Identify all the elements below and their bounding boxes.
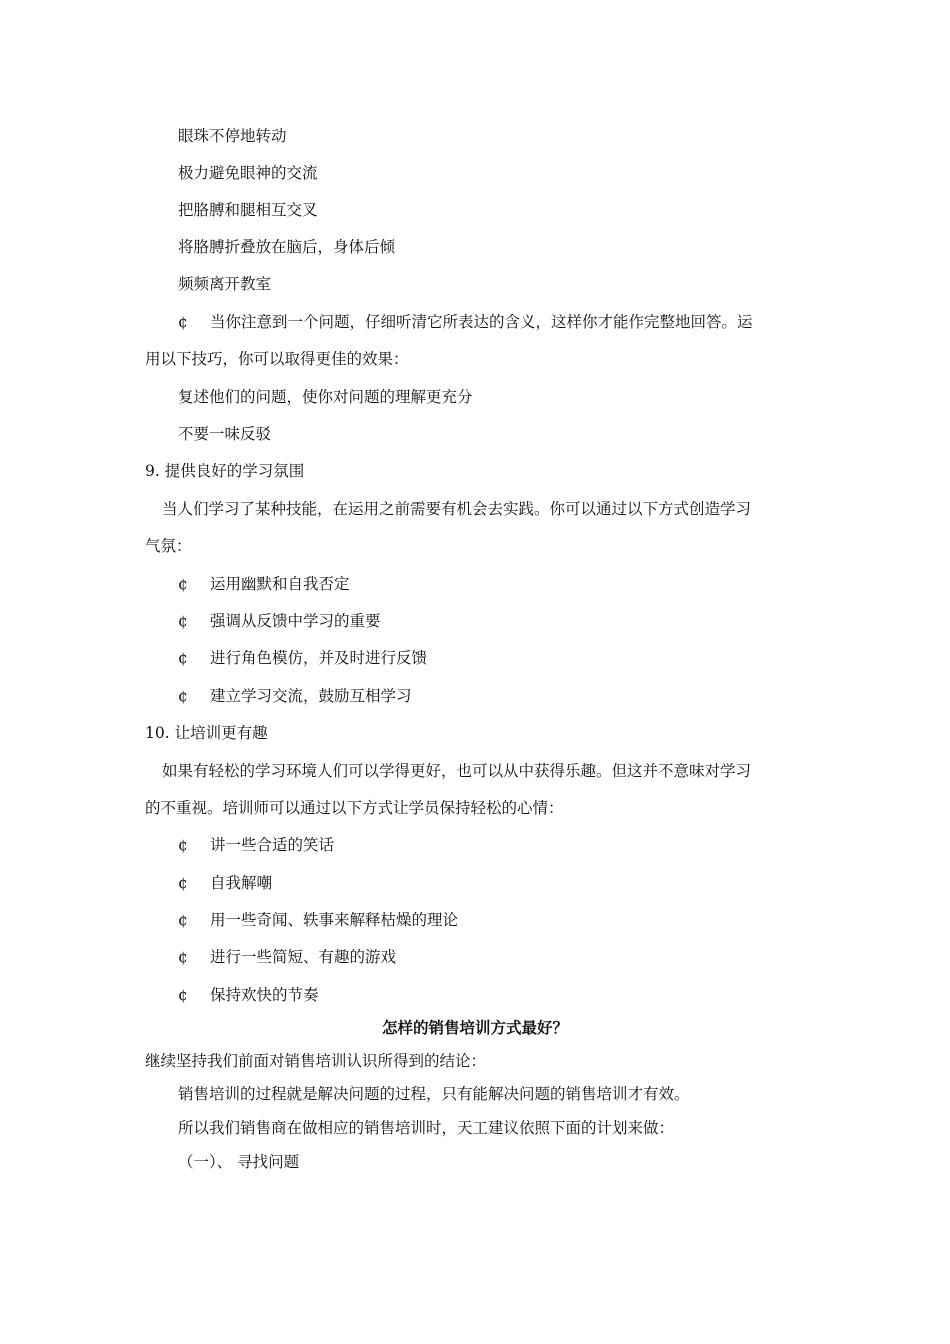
paragraph-line: 气氛： bbox=[145, 537, 192, 555]
bullet-icon: ¢ bbox=[178, 948, 188, 966]
bullet-icon: ¢ bbox=[178, 911, 188, 929]
bullet-text: 强调从反馈中学习的重要 bbox=[210, 612, 381, 630]
text-line: 频频离开教室 bbox=[178, 275, 272, 293]
paragraph-line: 的不重视。培训师可以通过以下方式让学员保持轻松的心情： bbox=[145, 799, 564, 817]
section-title: 10. 让培训更有趣 bbox=[145, 724, 268, 742]
bullet-icon: ¢ bbox=[178, 313, 188, 331]
text-line: 眼珠不停地转动 bbox=[178, 127, 287, 145]
bullet-text: 进行角色模仿，并及时进行反馈 bbox=[210, 649, 428, 667]
subsection-title: （一）、 寻找问题 bbox=[178, 1153, 300, 1171]
paragraph-line: 如果有轻松的学习环境人们可以学得更好，也可以从中获得乐趣。但这并不意味对学习 bbox=[162, 762, 752, 780]
bullet-item bbox=[178, 311, 753, 333]
bullet-icon: ¢ bbox=[178, 687, 188, 705]
bullet-icon: ¢ bbox=[178, 986, 188, 1004]
bullet-icon: ¢ bbox=[178, 649, 188, 667]
paragraph-line: 继续坚持我们前面对销售培训认识所得到的结论： bbox=[145, 1052, 487, 1070]
bullet-text: 进行一些简短、有趣的游戏 bbox=[210, 948, 397, 966]
bullet-text: 用一些奇闻、轶事来解释枯燥的理论 bbox=[210, 911, 459, 929]
bullet-item bbox=[178, 834, 334, 856]
text-line: 复述他们的问题，使你对问题的理解更充分 bbox=[178, 388, 473, 406]
bullet-text: 自我解嘲 bbox=[210, 874, 273, 892]
paragraph-line: 所以我们销售商在做相应的销售培训时，天工建议依照下面的计划来做： bbox=[178, 1119, 675, 1137]
bullet-icon: ¢ bbox=[178, 874, 188, 892]
bullet-icon: ¢ bbox=[178, 836, 188, 854]
bullet-item bbox=[178, 909, 458, 931]
text-line: 把胳膊和腿相互交叉 bbox=[178, 201, 318, 219]
text-line: 用以下技巧，你可以取得更佳的效果： bbox=[145, 350, 409, 368]
bullet-icon: ¢ bbox=[178, 612, 188, 630]
bullet-text: 当你注意到一个问题，仔细听清它所表达的含义，这样你才能作完整地回答。运 bbox=[210, 313, 753, 331]
bullet-text: 运用幽默和自我否定 bbox=[210, 575, 350, 593]
paragraph-line: 销售培训的过程就是解决问题的过程，只有能解决问题的销售培训才有效。 bbox=[178, 1085, 690, 1103]
text-line: 不要一味反驳 bbox=[178, 425, 272, 443]
text-line: 极力避免眼神的交流 bbox=[178, 164, 318, 182]
bullet-item bbox=[178, 946, 396, 968]
section-heading: 怎样的销售培训方式最好？ bbox=[381, 1018, 568, 1037]
text-line: 将胳膊折叠放在脑后，身体后倾 bbox=[178, 238, 396, 256]
bullet-icon: ¢ bbox=[178, 575, 188, 593]
paragraph-line: 当人们学习了某种技能，在运用之前需要有机会去实践。你可以通过以下方式创造学习 bbox=[162, 500, 752, 518]
bullet-item bbox=[178, 573, 350, 595]
bullet-item bbox=[178, 610, 381, 632]
bullet-item bbox=[178, 685, 412, 707]
bullet-text: 建立学习交流，鼓励互相学习 bbox=[210, 687, 412, 705]
bullet-item bbox=[178, 984, 319, 1006]
bullet-item bbox=[178, 872, 272, 894]
bullet-text: 讲一些合适的笑话 bbox=[210, 836, 335, 854]
section-title: 9. 提供良好的学习氛围 bbox=[145, 462, 305, 480]
bullet-text: 保持欢快的节奏 bbox=[210, 986, 319, 1004]
bullet-item bbox=[178, 647, 427, 669]
